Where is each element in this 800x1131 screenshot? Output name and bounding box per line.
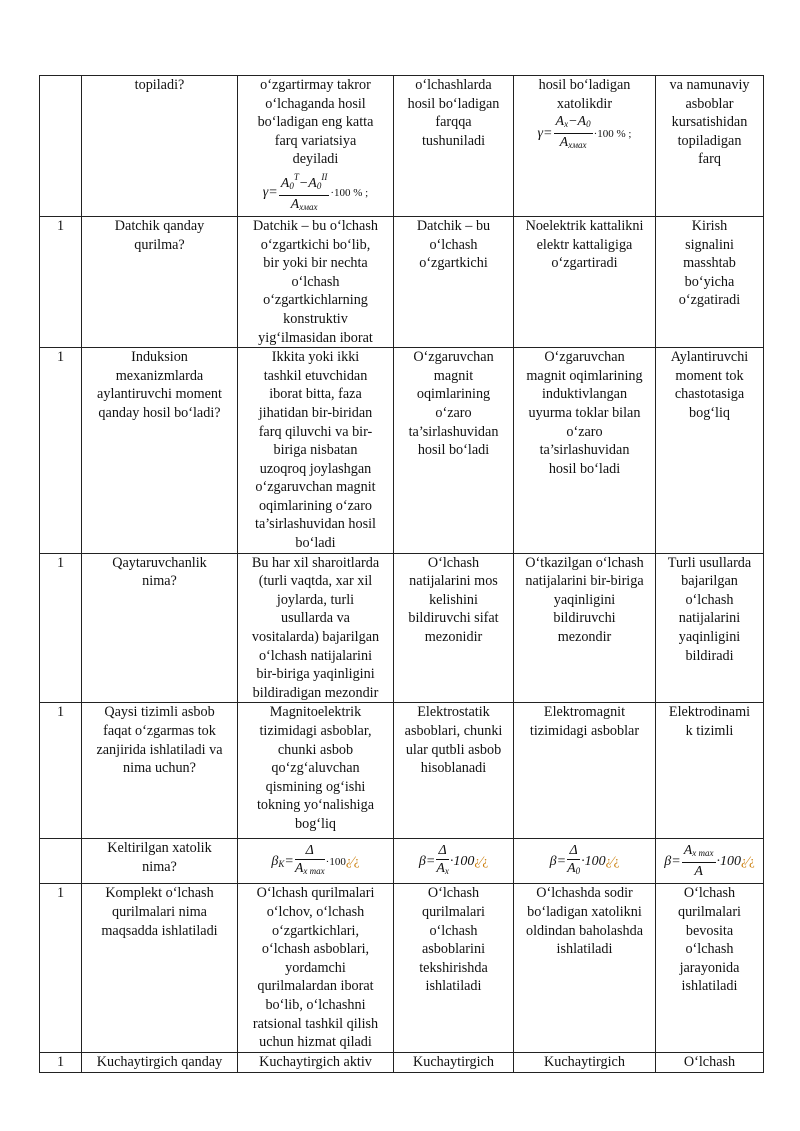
variation-formula bbox=[262, 171, 369, 212]
percent-slash: ⁄ bbox=[480, 852, 483, 868]
cell-line: k tizimli bbox=[685, 723, 734, 739]
beta-fraction-1-numerator bbox=[295, 842, 325, 860]
cell-line: o‘zgartirmay takror bbox=[260, 77, 371, 93]
cell-line: yaqinligini bbox=[553, 591, 616, 608]
answer-cell-a3 bbox=[514, 216, 656, 347]
answer-cell-a4 bbox=[656, 839, 764, 884]
table-row bbox=[40, 76, 764, 217]
cell-line: kelishini bbox=[429, 591, 478, 608]
formula-symbol: = bbox=[284, 853, 294, 869]
cell-line: bog‘liq bbox=[295, 815, 336, 832]
formula-symbol: = bbox=[556, 853, 567, 869]
cell-line: asboblar bbox=[685, 95, 734, 112]
cell-line: va namunaviy bbox=[669, 77, 750, 93]
table-row bbox=[40, 553, 764, 703]
beta-fraction-3 bbox=[567, 842, 580, 880]
cell-line: qanday hosil bo‘ladi? bbox=[98, 404, 221, 421]
answer-cell-a2 bbox=[394, 216, 514, 347]
cell-line: bildiradi bbox=[685, 647, 734, 664]
cell-line: bildiruvchi sifat bbox=[408, 610, 499, 627]
formula-symbol: A bbox=[567, 861, 576, 877]
cell-line: Noelektrik kattalikni bbox=[525, 217, 644, 234]
cell-line: o‘lchash asboblari, bbox=[261, 941, 370, 958]
cell-line: o‘lchash natijalarini bbox=[258, 647, 373, 664]
cell-line: vositalarda) bajarilgan bbox=[251, 629, 380, 646]
cell-line: natijalarini mos bbox=[409, 573, 498, 590]
question-cell bbox=[82, 348, 238, 554]
cell-line: o‘lchash bbox=[685, 591, 734, 608]
cell-line: ishlatiladi bbox=[425, 978, 482, 995]
cell-line: o‘zaro bbox=[566, 423, 603, 440]
formula-symbol: − bbox=[568, 114, 578, 130]
question-cell bbox=[82, 76, 238, 217]
formula-subscript: xмах bbox=[299, 201, 318, 212]
cell-line: kursatishidan bbox=[671, 114, 748, 131]
cell-line: hosil bo‘ladi bbox=[548, 460, 621, 477]
times-100: ·100 bbox=[449, 853, 475, 869]
answer-cell-a1 bbox=[238, 348, 394, 554]
formula-subscript: 0 bbox=[586, 119, 591, 130]
answer-cell-a2 bbox=[394, 703, 514, 839]
answer-cell-a3 bbox=[514, 703, 656, 839]
answer-cell-a1 bbox=[238, 884, 394, 1053]
answer-cell-a4 bbox=[656, 76, 764, 217]
beta-fraction-3-denominator bbox=[567, 860, 580, 880]
cell-line: joylarda, turli bbox=[276, 591, 355, 608]
answer-cell-a4 bbox=[656, 553, 764, 703]
variation-fraction-denominator bbox=[279, 196, 330, 216]
cell-line: mezonidir bbox=[424, 629, 483, 646]
cell-line: hosil bo‘ladigan bbox=[538, 77, 631, 93]
formula-subscript: x max bbox=[692, 848, 714, 859]
cell-line: o‘zgatiradi bbox=[678, 292, 741, 309]
cell-line: moment tok bbox=[675, 367, 744, 384]
answer-cell-a2 bbox=[394, 76, 514, 217]
cell-line: farq bbox=[698, 151, 721, 168]
percent-glyph: ¿ bbox=[353, 852, 360, 868]
formula-symbol: Δ bbox=[305, 843, 314, 859]
cell-line: Elektromagnit bbox=[543, 704, 626, 721]
cell-line: iborat bitta, faza bbox=[269, 386, 362, 403]
answer-cell-a1 bbox=[238, 839, 394, 884]
cell-line: yordamchi bbox=[285, 959, 346, 976]
cell-line: hisoblanadi bbox=[420, 760, 487, 777]
cell-line: o‘lchash bbox=[291, 273, 340, 290]
cell-line: deyiladi bbox=[292, 151, 339, 168]
cell-line: uchun hizmat qiladi bbox=[259, 1034, 372, 1051]
row-number: 1 bbox=[56, 554, 65, 571]
formula-symbol: Δ bbox=[438, 843, 447, 859]
cell-line: oldindan baholashda bbox=[525, 922, 644, 939]
formula-symbol: A bbox=[683, 843, 693, 859]
cell-line: masshtab bbox=[683, 255, 736, 272]
cell-line: ta’sirlashuvidan hosil bbox=[255, 516, 376, 533]
cell-line: uzoqroq joylashgan bbox=[259, 460, 372, 477]
cell-line: topiladigan bbox=[677, 132, 742, 149]
cell-line: Kuchaytirgich aktiv bbox=[259, 1054, 372, 1071]
cell-line: hosil bo‘ladigan bbox=[407, 95, 500, 112]
variation-fraction bbox=[279, 169, 330, 216]
beta-fraction-2-numerator bbox=[436, 842, 449, 860]
formula-symbol: A bbox=[290, 196, 300, 212]
cell-line: Kuchaytirgich bbox=[413, 1054, 494, 1071]
formula-symbol: β bbox=[549, 853, 557, 869]
answer-cell-a4 bbox=[656, 703, 764, 839]
percent-glyph: ¿ bbox=[748, 852, 755, 868]
cell-line: hosil bo‘ladi bbox=[417, 442, 490, 459]
cell-line: magnit bbox=[433, 367, 474, 384]
formula-symbol: β bbox=[418, 853, 426, 869]
row-number-cell bbox=[40, 216, 82, 347]
row-number-cell bbox=[40, 76, 82, 217]
cell-line: ishlatiladi bbox=[681, 978, 738, 995]
answer-cell-a2 bbox=[394, 839, 514, 884]
cell-line: Qaysi tizimli asbob bbox=[104, 704, 215, 721]
formula-symbol: β bbox=[271, 853, 279, 869]
formula-subscript: xмах bbox=[568, 140, 587, 151]
cell-line: o‘zaro bbox=[435, 404, 472, 421]
beta-fraction-2 bbox=[436, 842, 449, 880]
percent-slash: ⁄ bbox=[351, 852, 354, 868]
cell-line: qo‘zg‘aluvchan bbox=[271, 760, 360, 777]
cell-line: chunki asbob bbox=[277, 741, 354, 758]
answer-cell-a2 bbox=[394, 884, 514, 1053]
cell-line: ratsional tashkil qilish bbox=[252, 1015, 379, 1032]
cell-line: o‘zgartkichi bo‘lib, bbox=[260, 236, 371, 253]
formula-subscript: x bbox=[444, 866, 449, 877]
answer-cell-a3 bbox=[514, 553, 656, 703]
cell-line: Datchik – bu bbox=[416, 217, 491, 234]
cell-line: biriga nisbatan bbox=[273, 442, 358, 459]
cell-line: Komplekt o‘lchash bbox=[105, 885, 214, 902]
reduced-error-formula-3 bbox=[549, 843, 620, 877]
cell-line: O‘lchashda sodir bbox=[536, 885, 633, 902]
reduced-error-formula-2 bbox=[418, 843, 489, 877]
answer-cell-a1 bbox=[238, 553, 394, 703]
answer-cell-a3 bbox=[514, 76, 656, 217]
cell-line: o‘lchov, o‘lchash bbox=[266, 904, 365, 920]
reduced-error-formula-1 bbox=[271, 843, 360, 877]
percent-tail: ·100 % ; bbox=[593, 127, 632, 140]
answer-cell-a2 bbox=[394, 1053, 514, 1073]
cell-line: aylantiruvchi moment bbox=[97, 386, 222, 403]
beta-fraction-1-denominator bbox=[295, 860, 325, 880]
cell-line: oqimlarining bbox=[416, 386, 491, 403]
percent-tail: ·100 % ; bbox=[330, 186, 369, 199]
formula-symbol: A bbox=[577, 114, 587, 130]
cell-line: tashkil etuvchidan bbox=[263, 367, 368, 384]
cell-line: O‘lchash bbox=[683, 885, 736, 902]
cell-line: zanjirida ishlatiladi va bbox=[96, 741, 223, 758]
cell-line: xatolikdir bbox=[556, 95, 613, 112]
cell-line: oqimlarining o‘zaro bbox=[258, 497, 373, 514]
times-100: ·100 bbox=[581, 853, 606, 869]
answer-cell-a2 bbox=[394, 348, 514, 554]
cell-line: o‘lchash bbox=[685, 941, 734, 958]
cell-line: Magnitoelektrik bbox=[269, 704, 362, 721]
cell-line: topiladi? bbox=[134, 77, 185, 93]
formula-subscript: x max bbox=[303, 866, 325, 877]
row-number: 1 bbox=[56, 217, 65, 234]
row-number: 1 bbox=[56, 885, 65, 902]
table-row bbox=[40, 884, 764, 1053]
cell-line: o‘lchashlarda bbox=[415, 77, 492, 93]
cell-line: o‘zgartkichlarning bbox=[263, 292, 368, 309]
answer-cell-a2 bbox=[394, 553, 514, 703]
table-row bbox=[40, 1053, 764, 1073]
percent-slash: ⁄ bbox=[746, 852, 749, 868]
cell-line: o‘zgartkichi bbox=[419, 255, 488, 272]
formula-superscript: II bbox=[321, 171, 328, 182]
cell-line: tokning yo‘nalishiga bbox=[256, 797, 375, 814]
row-number-cell bbox=[40, 1053, 82, 1073]
formula-symbol: A bbox=[294, 861, 304, 877]
cell-line: elektr kattaligiga bbox=[536, 236, 633, 253]
cell-line: ta’sirlashuvidan bbox=[539, 442, 630, 459]
cell-line: farqqa bbox=[435, 114, 472, 131]
answer-cell-a1 bbox=[238, 76, 394, 217]
cell-line: nima uchun? bbox=[123, 760, 196, 777]
cell-line: bo‘yicha bbox=[684, 273, 735, 290]
reduced-error-formula-4 bbox=[664, 843, 755, 880]
cell-line: O‘lchash qurilmalari bbox=[256, 885, 375, 902]
cell-line: yig‘ilmasidan iborat bbox=[258, 329, 373, 346]
question-cell bbox=[82, 216, 238, 347]
cell-line: O‘tkazilgan o‘lchash bbox=[525, 554, 644, 571]
formula-symbol: A bbox=[559, 135, 569, 151]
question-cell bbox=[82, 553, 238, 703]
beta-fraction-4-denominator bbox=[682, 863, 716, 880]
cell-line: induktivlangan bbox=[541, 386, 628, 403]
formula-symbol: = bbox=[671, 853, 681, 869]
formula-symbol: β bbox=[664, 853, 672, 869]
variation-fraction-numerator bbox=[279, 169, 330, 196]
row-number-cell bbox=[40, 839, 82, 884]
cell-line: tizimidagi asboblar, bbox=[259, 723, 372, 739]
cell-line: ta’sirlashuvidan bbox=[408, 423, 499, 440]
formula-symbol: Δ bbox=[569, 843, 578, 859]
cell-line: Qaytaruvchanlik bbox=[112, 554, 207, 571]
cell-line: mexanizmlarda bbox=[115, 367, 204, 384]
cell-line: O‘zgaruvchan bbox=[544, 349, 625, 366]
cell-line: o‘zgaruvchan magnit bbox=[255, 479, 376, 496]
answer-cell-a3 bbox=[514, 348, 656, 554]
formula-symbol: A bbox=[694, 864, 703, 880]
beta-fraction-4-numerator bbox=[682, 842, 716, 863]
relative-fraction bbox=[554, 113, 593, 154]
relative-fraction-numerator bbox=[554, 113, 593, 134]
answer-cell-a4 bbox=[656, 884, 764, 1053]
answer-cell-a1 bbox=[238, 216, 394, 347]
cell-line: bajarilgan bbox=[681, 573, 738, 590]
cell-line: Datchik qanday bbox=[114, 217, 205, 234]
cell-line: farq qiluvchi va bir- bbox=[258, 423, 373, 440]
question-cell bbox=[82, 1053, 238, 1073]
cell-line: Kuchaytirgich bbox=[544, 1054, 625, 1071]
row-number-cell bbox=[40, 553, 82, 703]
table-row bbox=[40, 839, 764, 884]
cell-line: bevosita bbox=[685, 922, 734, 939]
cell-line: usullarda va bbox=[281, 610, 350, 627]
cell-line: signalini bbox=[685, 236, 734, 253]
answer-cell-a3 bbox=[514, 839, 656, 884]
cell-line: ishlatiladi bbox=[556, 941, 613, 958]
cell-line: bildiradigan mezondir bbox=[252, 684, 379, 701]
cell-line: qismining og‘ishi bbox=[265, 778, 366, 795]
answer-cell-a1 bbox=[238, 1053, 394, 1073]
cell-line: O‘lchash bbox=[427, 885, 480, 902]
cell-line: uyurma toklar bilan bbox=[528, 404, 641, 421]
table-row bbox=[40, 216, 764, 347]
formula-symbol: γ bbox=[262, 184, 269, 200]
cell-line: Keltirilgan xatolik bbox=[107, 840, 212, 857]
cell-line: natijalarini bbox=[678, 610, 741, 627]
percent-glyph: ¿ bbox=[613, 852, 620, 868]
cell-line: o‘zgartkichlari, bbox=[271, 922, 360, 939]
cell-line: qurilmalardan iborat bbox=[257, 978, 374, 995]
cell-line: Elektrodinami bbox=[668, 704, 751, 721]
answer-cell-a3 bbox=[514, 1053, 656, 1073]
cell-line: Ikkita yoki ikki bbox=[271, 349, 360, 366]
cell-line: jarayonida bbox=[679, 959, 740, 976]
formula-symbol: = bbox=[543, 125, 553, 141]
formula-symbol: − bbox=[298, 175, 309, 191]
cell-line: Bu har xil sharoitlarda bbox=[251, 554, 380, 571]
cell-line: Datchik – bu o‘lchash bbox=[253, 217, 378, 234]
beta-fraction-3-numerator bbox=[567, 842, 580, 860]
answer-cell-a4 bbox=[656, 348, 764, 554]
question-cell bbox=[82, 884, 238, 1053]
cell-line: qurilmalari nima bbox=[112, 904, 207, 920]
beta-fraction-4 bbox=[682, 842, 716, 880]
times-100: ·100 bbox=[325, 855, 346, 868]
cell-line: mezondir bbox=[557, 629, 612, 646]
cell-line: bir-biriga yaqinligini bbox=[256, 666, 375, 683]
cell-line: O‘lchash bbox=[683, 1054, 736, 1071]
cell-line: asboblarini bbox=[421, 941, 486, 958]
row-number: 1 bbox=[56, 349, 65, 366]
answer-cell-a4 bbox=[656, 1053, 764, 1073]
cell-line: (turli vaqtda, xar xil bbox=[258, 573, 373, 590]
cell-line: bir yoki bir nechta bbox=[263, 255, 368, 272]
cell-line: Aylantiruvchi bbox=[670, 349, 749, 366]
cell-line: asboblari, chunki bbox=[404, 723, 503, 739]
row-number: 1 bbox=[56, 704, 65, 721]
relative-fraction-denominator bbox=[554, 134, 593, 154]
row-number-cell bbox=[40, 884, 82, 1053]
cell-line: O‘zgaruvchan bbox=[413, 349, 494, 366]
formula-symbol: A bbox=[308, 175, 317, 191]
formula-symbol: γ bbox=[537, 125, 544, 141]
quiz-table bbox=[39, 75, 764, 1073]
cell-line: Kirish bbox=[691, 217, 728, 234]
row-number: 1 bbox=[56, 1054, 65, 1071]
percent-glyph: ¿ bbox=[605, 852, 612, 868]
times-100: ·100 bbox=[716, 853, 741, 869]
table-row bbox=[40, 703, 764, 839]
formula-symbol: = bbox=[268, 184, 278, 200]
cell-line: farq variatsiya bbox=[274, 132, 357, 149]
formula-subscript: K bbox=[278, 858, 285, 869]
cell-line: o‘lchaganda hosil bbox=[265, 95, 366, 112]
cell-line: natijalarini bir-biriga bbox=[525, 573, 644, 590]
cell-line: o‘lchash bbox=[429, 236, 478, 253]
cell-line: qurilma? bbox=[134, 236, 185, 253]
formula-subscript: 0 bbox=[575, 866, 581, 877]
question-cell bbox=[82, 839, 238, 884]
cell-line: Induksion bbox=[131, 349, 188, 366]
beta-fraction-1 bbox=[295, 842, 325, 880]
question-cell bbox=[82, 703, 238, 839]
formula-line bbox=[515, 113, 654, 154]
formula-symbol: A bbox=[436, 861, 445, 877]
row-number-cell bbox=[40, 348, 82, 554]
percent-glyph: ¿ bbox=[345, 852, 352, 868]
cell-line: magnit oqimlarining bbox=[526, 367, 643, 384]
cell-line: faqat o‘zgarmas tok bbox=[103, 723, 216, 739]
cell-line: jihatidan bir-biridan bbox=[258, 404, 373, 421]
formula-subscript: x bbox=[564, 119, 569, 130]
cell-line: tekshirishda bbox=[419, 959, 488, 976]
answer-cell-a3 bbox=[514, 884, 656, 1053]
beta-fraction-2-denominator bbox=[436, 860, 449, 880]
formula-line bbox=[239, 169, 392, 216]
formula-subscript: 0 bbox=[289, 180, 294, 191]
cell-line: bo‘ladigan xatolikni bbox=[527, 904, 642, 920]
cell-line: Elektrostatik bbox=[417, 704, 490, 721]
cell-line: nima? bbox=[142, 573, 177, 590]
percent-slash: ⁄ bbox=[611, 852, 614, 868]
cell-line: qurilmalari bbox=[677, 904, 742, 920]
row-number-cell bbox=[40, 703, 82, 839]
percent-glyph: ¿ bbox=[482, 852, 489, 868]
document-page bbox=[39, 75, 763, 1073]
cell-line: bo‘lib, o‘lchashni bbox=[265, 996, 366, 1013]
cell-line: nima? bbox=[142, 859, 177, 875]
cell-line: tushuniladi bbox=[421, 132, 486, 149]
formula-symbol: A bbox=[555, 114, 565, 130]
percent-glyph: ¿ bbox=[474, 852, 481, 868]
cell-line: Kuchaytirgich qanday bbox=[96, 1054, 223, 1071]
relative-error-formula bbox=[537, 114, 632, 151]
percent-glyph: ¿ bbox=[741, 852, 747, 868]
formula-subscript: 0 bbox=[316, 180, 322, 191]
cell-line: yaqinligini bbox=[678, 629, 741, 646]
cell-line: maqsadda ishlatiladi bbox=[101, 922, 218, 939]
cell-line: tizimidagi asboblar bbox=[529, 723, 640, 739]
cell-line: o‘lchash bbox=[429, 922, 478, 939]
cell-line: qurilmalari bbox=[421, 904, 486, 920]
cell-line: konstruktiv bbox=[283, 310, 348, 327]
table-row bbox=[40, 348, 764, 554]
cell-line: bo‘ladi bbox=[295, 535, 336, 552]
cell-line: ular qutbli asbob bbox=[405, 741, 502, 758]
formula-symbol: A bbox=[280, 175, 290, 191]
cell-line: chastotasiga bbox=[674, 386, 745, 403]
cell-line: O‘lchash bbox=[427, 554, 480, 571]
answer-cell-a1 bbox=[238, 703, 394, 839]
cell-line: bo‘ladigan eng katta bbox=[257, 114, 374, 131]
cell-line: Turli usullarda bbox=[667, 554, 752, 571]
formula-symbol: = bbox=[425, 853, 436, 869]
cell-line: o‘zgartiradi bbox=[551, 255, 618, 272]
cell-line: bildiruvchi bbox=[553, 610, 616, 627]
cell-line: bog‘liq bbox=[689, 404, 730, 421]
quiz-table-body bbox=[40, 76, 764, 1073]
answer-cell-a4 bbox=[656, 216, 764, 347]
formula-superscript: T bbox=[293, 171, 299, 182]
